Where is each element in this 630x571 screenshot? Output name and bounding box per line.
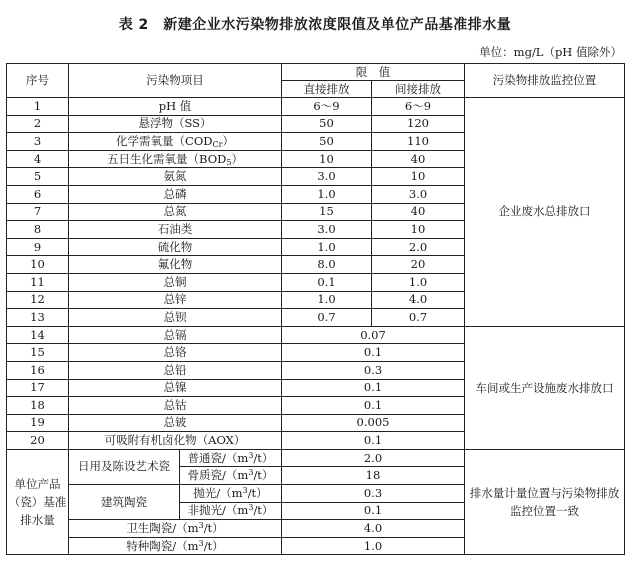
row-number: 3 <box>7 133 69 151</box>
indirect-limit: 4.0 <box>372 291 465 309</box>
pollutant-name: 石油类 <box>69 221 282 239</box>
special-value: 1.0 <box>282 537 465 555</box>
row-number: 1 <box>7 98 69 116</box>
table-row <box>7 98 625 116</box>
limit-value: 0.07 <box>282 326 465 344</box>
row-number: 6 <box>7 185 69 203</box>
pollutant-name: 五日生化需氧量$(BOD_5)$ <box>69 150 282 168</box>
row-number: 4 <box>7 150 69 168</box>
pollutant-name: 总镉 <box>69 326 282 344</box>
header-limit: 限 值 <box>282 64 465 81</box>
row-number: 14 <box>7 326 69 344</box>
row-number: 10 <box>7 256 69 274</box>
non-polished-value: 0.1 <box>282 502 465 520</box>
direct-limit: 6～9 <box>282 98 372 116</box>
header-item: 污染物项目 <box>69 64 282 98</box>
row-number: 2 <box>7 115 69 133</box>
ordinary-porcelain: 普通瓷$/(m^3/t)$ <box>180 449 282 467</box>
row-number: 8 <box>7 221 69 239</box>
row-number: 20 <box>7 432 69 450</box>
header-position: 污染物排放监控位置 <box>465 64 625 98</box>
direct-limit: 8.0 <box>282 256 372 274</box>
sanitary-ceramics: 卫生陶瓷$/(m^3/t)$ <box>69 520 282 538</box>
emission-limits-table <box>6 63 625 555</box>
row-number: 19 <box>7 414 69 432</box>
pollutant-name: 总铬 <box>69 344 282 362</box>
pollutant-name: 可吸附有机卤化物（AOX） <box>69 432 282 450</box>
direct-limit: 0.1 <box>282 273 372 291</box>
polished-value: 0.3 <box>282 485 465 503</box>
pollutant-name: 总钴 <box>69 397 282 415</box>
direct-limit: 1.0 <box>282 185 372 203</box>
direct-limit: 3.0 <box>282 221 372 239</box>
row-number: 13 <box>7 309 69 327</box>
direct-limit: 1.0 <box>282 238 372 256</box>
pollutant-name: 氟化物 <box>69 256 282 274</box>
row-number: 5 <box>7 168 69 186</box>
table-row <box>7 326 625 344</box>
row-number: 9 <box>7 238 69 256</box>
indirect-limit: 6～9 <box>372 98 465 116</box>
header-direct: 直接排放 <box>282 81 372 98</box>
indirect-limit: 40 <box>372 150 465 168</box>
pollutant-name: 总磷 <box>69 185 282 203</box>
limit-value: 0.1 <box>282 432 465 450</box>
row-number: 7 <box>7 203 69 221</box>
pollutant-name: 氨氮 <box>69 168 282 186</box>
indirect-limit: 110 <box>372 133 465 151</box>
pollutant-name: pH 值 <box>69 98 282 116</box>
special-ceramics: 特种陶瓷$/(m^3/t)$ <box>69 537 282 555</box>
non-polished: 非抛光$/(m^3/t)$ <box>180 502 282 520</box>
header-indirect: 间接排放 <box>372 81 465 98</box>
pollutant-name: 总铍 <box>69 414 282 432</box>
limit-value: 0.1 <box>282 344 465 362</box>
pollutant-name: 总钡 <box>69 309 282 327</box>
table-row <box>7 449 625 467</box>
daily-art-porcelain: 日用及陈设艺术瓷 <box>69 449 180 484</box>
direct-limit: 15 <box>282 203 372 221</box>
row-number: 12 <box>7 291 69 309</box>
table-title: 表 2 新建企业水污染物排放浓度限值及单位产品基准排水量 <box>118 17 512 33</box>
indirect-limit: 2.0 <box>372 238 465 256</box>
indirect-limit: 1.0 <box>372 273 465 291</box>
indirect-limit: 120 <box>372 115 465 133</box>
unit-note: 单位：mg/L（pH 值除外） <box>479 45 622 59</box>
sanitary-value: 4.0 <box>282 520 465 538</box>
pollutant-name: 总镍 <box>69 379 282 397</box>
building-ceramics: 建筑陶瓷 <box>69 485 180 520</box>
direct-limit: 50 <box>282 115 372 133</box>
row-number: 17 <box>7 379 69 397</box>
row-number: 18 <box>7 397 69 415</box>
limit-value: 0.3 <box>282 361 465 379</box>
pollutant-name: 总铅 <box>69 361 282 379</box>
row-number: 16 <box>7 361 69 379</box>
limit-value: 0.1 <box>282 397 465 415</box>
position-metering: 排水量计量位置与污染物排放监控位置一致 <box>465 449 625 555</box>
pollutant-name: 总氮 <box>69 203 282 221</box>
indirect-limit: 10 <box>372 221 465 239</box>
indirect-limit: 0.7 <box>372 309 465 327</box>
bone-value: 18 <box>282 467 465 485</box>
row-number: 11 <box>7 273 69 291</box>
bone-porcelain: 骨质瓷$/(m^3/t)$ <box>180 467 282 485</box>
unit-product-label: 单位产品（瓷）基准排水量 <box>7 449 69 555</box>
indirect-limit: 40 <box>372 203 465 221</box>
pollutant-name: 硫化物 <box>69 238 282 256</box>
header-no: 序号 <box>7 64 69 98</box>
limit-value: 0.005 <box>282 414 465 432</box>
position-workshop-outlet: 车间或生产设施废水排放口 <box>465 326 625 449</box>
pollutant-name: 总铜 <box>69 273 282 291</box>
direct-limit: 0.7 <box>282 309 372 327</box>
direct-limit: 50 <box>282 133 372 151</box>
indirect-limit: 3.0 <box>372 185 465 203</box>
direct-limit: 10 <box>282 150 372 168</box>
direct-limit: 1.0 <box>282 291 372 309</box>
pollutant-name: 悬浮物（SS） <box>69 115 282 133</box>
ordinary-value: 2.0 <box>282 449 465 467</box>
row-number: 15 <box>7 344 69 362</box>
position-enterprise-outlet: 企业废水总排放口 <box>465 98 625 327</box>
indirect-limit: 10 <box>372 168 465 186</box>
indirect-limit: 20 <box>372 256 465 274</box>
direct-limit: 3.0 <box>282 168 372 186</box>
polished: 抛光$/(m^3/t)$ <box>180 485 282 503</box>
pollutant-name: 化学需氧量$(COD_{Cr})$ <box>69 133 282 151</box>
pollutant-name: 总锌 <box>69 291 282 309</box>
limit-value: 0.1 <box>282 379 465 397</box>
